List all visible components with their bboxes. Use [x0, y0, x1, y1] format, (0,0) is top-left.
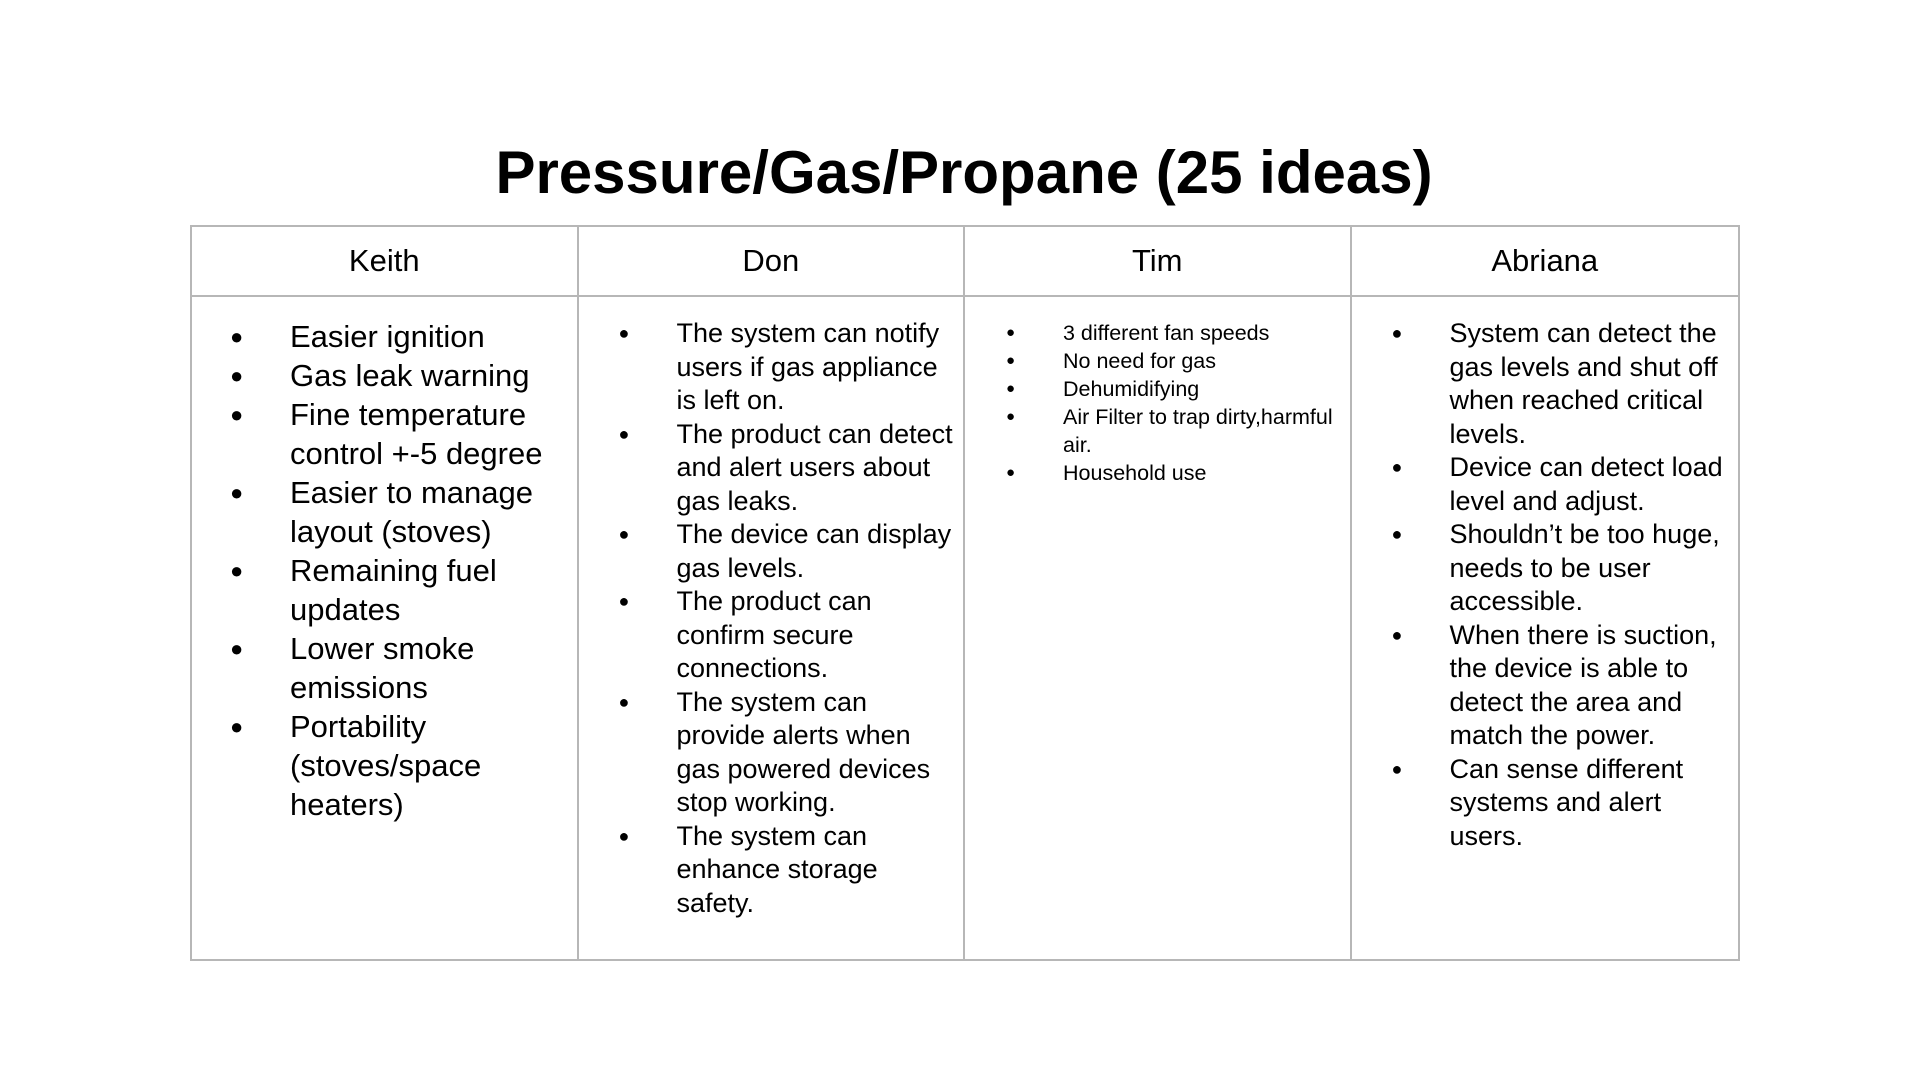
list-item: ● System can detect the gas levels and shut off when reached critical levels.	[1450, 317, 1729, 451]
idea-list-keith	[192, 297, 577, 824]
page-title: Pressure/Gas/Propane (25 ideas)	[495, 139, 1433, 206]
list-item: ● Fine temperature control +-5 degree	[290, 395, 567, 473]
list-item: ● Can sense different systems and alert users.	[1450, 753, 1729, 854]
list-item: ● When there is suction, the device is able to detect the area and match the power.	[1450, 619, 1729, 753]
idea-list-abriana	[1352, 297, 1739, 853]
idea-list-tim	[965, 297, 1350, 487]
idea-list-don	[579, 297, 964, 920]
list-item: ● Household use	[1063, 459, 1340, 487]
list-item: ● Air Filter to trap dirty,harmful air.	[1063, 403, 1340, 459]
list-item: ● Dehumidifying	[1063, 375, 1340, 403]
list-item: ● Easier ignition	[290, 317, 567, 356]
list-item: ● Lower smoke emissions	[290, 629, 567, 707]
list-item: ● The device can display gas levels.	[677, 518, 954, 585]
list-item: ● No need for gas	[1063, 347, 1340, 375]
list-item: ● Easier to manage layout (stoves)	[290, 473, 567, 551]
list-item: ● Shouldn’t be too huge, needs to be user accessible.	[1450, 518, 1729, 619]
list-item: ● Portability (stoves/space heaters)	[290, 707, 567, 824]
list-item: ● Device can detect load level and adjust.	[1450, 451, 1729, 518]
list-item: ● Gas leak warning	[290, 356, 567, 395]
column-body-don	[579, 297, 966, 959]
column-body-abriana	[1352, 297, 1739, 959]
list-item: ● 3 different fan speeds	[1063, 319, 1340, 347]
list-item: ● The system can notify users if gas appliance is left on.	[677, 317, 954, 418]
list-item: ● The product can confirm secure connections.	[677, 585, 954, 686]
column-body-keith	[192, 297, 579, 959]
list-item: ● The system can provide alerts when gas powered devices stop working.	[677, 686, 954, 820]
column-header-don: Don	[579, 227, 966, 297]
list-item: ● The system can enhance storage safety.	[677, 820, 954, 921]
column-header-tim: Tim	[965, 227, 1352, 297]
column-header-keith: Keith	[192, 227, 579, 297]
column-header-abriana: Abriana	[1352, 227, 1739, 297]
list-item: ● Remaining fuel updates	[290, 551, 567, 629]
ideas-table	[190, 225, 1740, 961]
column-body-tim	[965, 297, 1352, 959]
list-item: ● The product can detect and alert users about gas leaks.	[677, 418, 954, 519]
